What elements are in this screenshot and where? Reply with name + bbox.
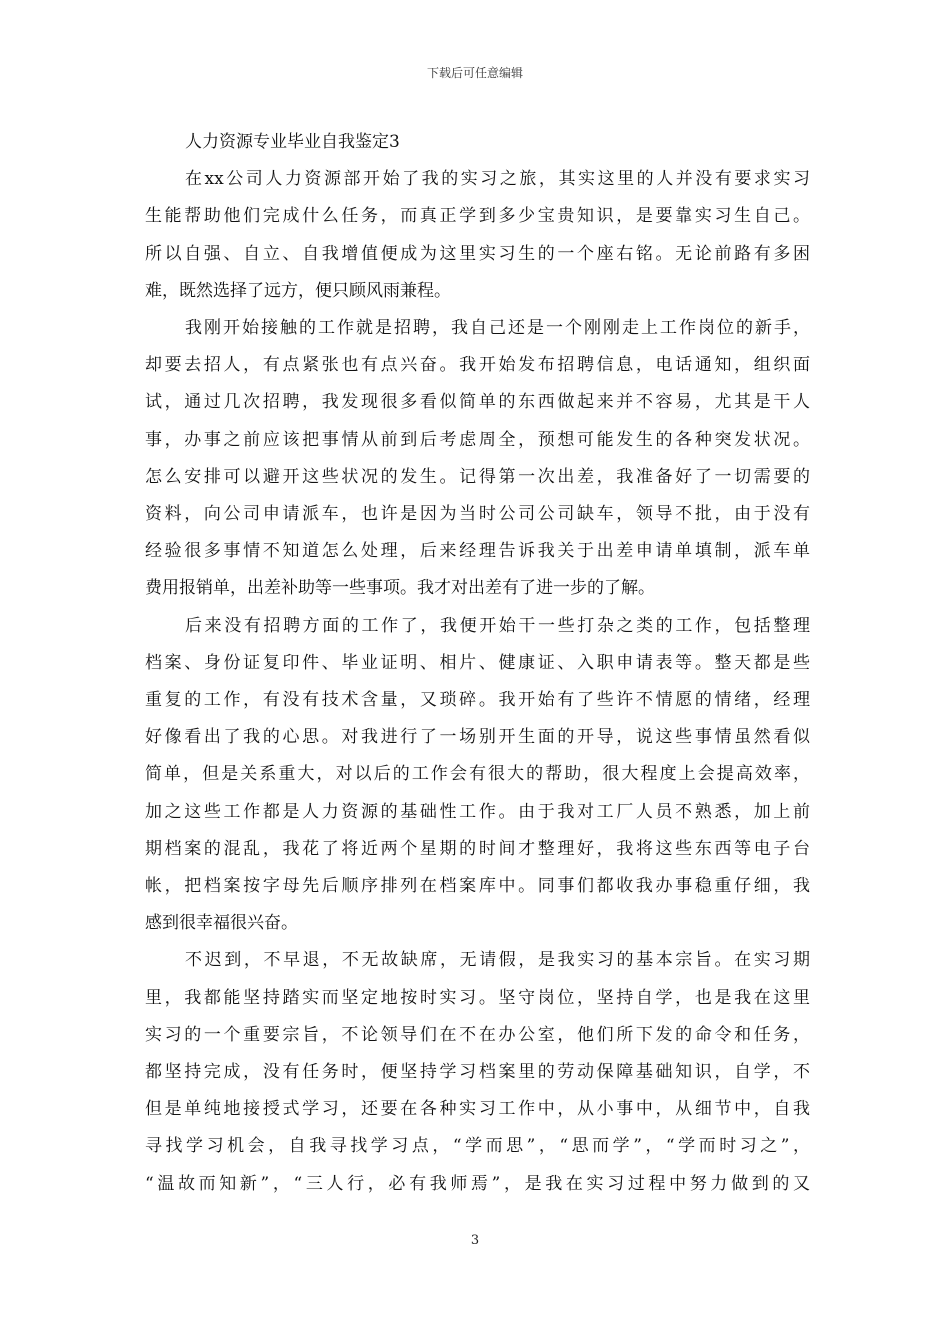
text-line: 实习的一个重要宗旨，不论领导们在不在办公室，他们所下发的命令和任务， bbox=[145, 1024, 810, 1045]
text-line: 感到很幸福很兴奋。 bbox=[145, 913, 298, 934]
text-line: 但是单纯地接授式学习，还要在各种实习工作中，从小事中，从细节中，自我 bbox=[145, 1099, 810, 1120]
page-header: 下载后可任意编辑 bbox=[426, 66, 523, 80]
text-line: 好像看出了我的心思。对我进行了一场别开生面的开导，说这些事情虽然看似 bbox=[145, 727, 810, 748]
text-line: 怎么安排可以避开这些状况的发生。记得第一次出差，我准备好了一切需要的 bbox=[145, 466, 810, 487]
text-line: 在xx公司人力资源部开始了我的实习之旅，其实这里的人并没有要求实习 bbox=[185, 169, 810, 190]
document-title: 人力资源专业毕业自我鉴定3 bbox=[185, 132, 400, 152]
text-line: 试，通过几次招聘，我发现很多看似简单的东西做起来并不容易，尤其是干人 bbox=[145, 392, 810, 413]
page-number: 3 bbox=[470, 1233, 480, 1248]
text-line: 事，办事之前应该把事情从前到后考虑周全，预想可能发生的各种突发状况。 bbox=[145, 429, 810, 450]
text-line: 我刚开始接触的工作就是招聘，我自己还是一个刚刚走上工作岗位的新手， bbox=[185, 318, 810, 339]
text-line: 费用报销单，出差补助等一些事项。我才对出差有了进一步的了解。 bbox=[145, 578, 655, 599]
text-line: 重复的工作，有没有技术含量，又琐碎。我开始有了些许不情愿的情绪，经理 bbox=[145, 690, 810, 711]
text-line: “温故而知新”，“三人行，必有我师焉”，是我在实习过程中努力做到的又 bbox=[145, 1173, 810, 1194]
text-line: 都坚持完成，没有任务时，便坚持学习档案里的劳动保障基础知识，自学，不 bbox=[145, 1062, 810, 1083]
text-line: 档案、身份证复印件、毕业证明、相片、健康证、入职申请表等。整天都是些 bbox=[145, 652, 810, 673]
text-line: 不迟到，不早退，不无故缺席，无请假，是我实习的基本宗旨。在实习期 bbox=[185, 950, 810, 971]
text-line: 简单，但是关系重大，对以后的工作会有很大的帮助，很大程度上会提高效率， bbox=[145, 764, 810, 785]
text-line: 帐，把档案按字母先后顺序排列在档案库中。同事们都收我办事稳重仔细，我 bbox=[145, 876, 810, 897]
text-line: 加之这些工作都是人力资源的基础性工作。由于我对工厂人员不熟悉，加上前 bbox=[145, 801, 810, 822]
text-line: 寻找学习机会，自我寻找学习点，“学而思”，“思而学”，“学而时习之”， bbox=[145, 1136, 810, 1157]
text-line: 资料，向公司申请派车，也许是因为当时公司公司缺车，领导不批，由于没有 bbox=[145, 504, 810, 525]
text-line: 期档案的混乱，我花了将近两个星期的时间才整理好，我将这些东西等电子台 bbox=[145, 838, 810, 859]
document-text bbox=[145, 161, 810, 1203]
text-line: 难，既然选择了远方，便只顾风雨兼程。 bbox=[145, 280, 451, 301]
text-line: 后来没有招聘方面的工作了，我便开始干一些打杂之类的工作，包括整理 bbox=[185, 615, 810, 636]
text-line: 却要去招人，有点紧张也有点兴奋。我开始发布招聘信息，电话通知，组织面 bbox=[145, 355, 810, 376]
text-line: 所以自强、自立、自我增值便成为这里实习生的一个座右铭。无论前路有多困 bbox=[145, 243, 810, 264]
document-body bbox=[145, 124, 810, 1203]
text-line: 经验很多事情不知道怎么处理，后来经理告诉我关于出差申请单填制，派车单 bbox=[145, 541, 810, 562]
text-line: 里，我都能坚持踏实而坚定地按时实习。坚守岗位，坚持自学，也是我在这里 bbox=[145, 987, 810, 1008]
text-line: 生能帮助他们完成什么任务，而真正学到多少宝贵知识，是要靠实习生自己。 bbox=[145, 206, 810, 227]
